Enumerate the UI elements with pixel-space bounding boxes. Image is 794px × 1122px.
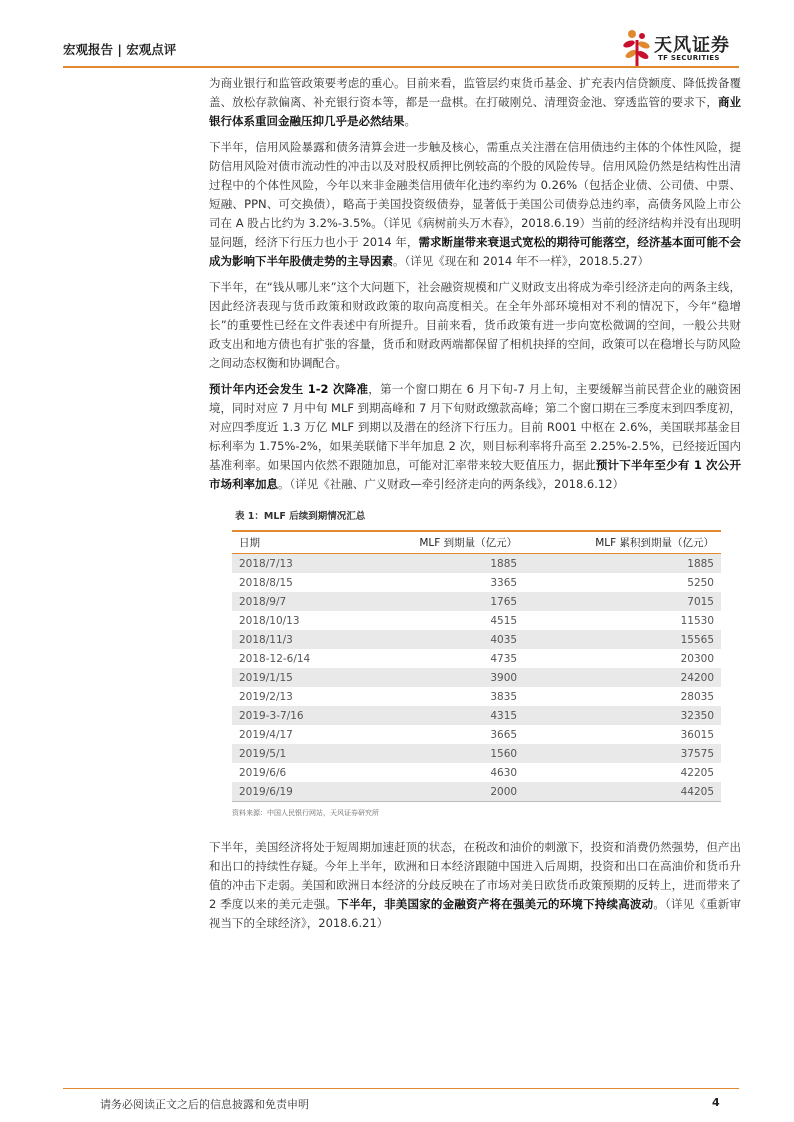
column-header-mlf-due: MLF 到期量（亿元） — [358, 531, 524, 554]
column-header-mlf-cumulative: MLF 累积到期量（亿元） — [524, 531, 721, 554]
table-row — [232, 611, 721, 630]
cell-mlf-due: 1765 — [358, 592, 524, 611]
table-row — [232, 744, 721, 763]
logo-name-cn: 天风证券 — [654, 35, 730, 56]
table-row — [232, 573, 721, 592]
page-number: 4 — [712, 1096, 720, 1109]
cell-mlf-due: 4035 — [358, 630, 524, 649]
paragraph-5: 下半年，美国经济将处于短周期加速赶顶的状态，在税改和油价的刺激下，投资和消费仍然强势，但产出和出口的持续性存疑。今年上半年，欧洲和日本经济跟随中国进入后周期，投资和出口在高油价和货币升值的冲击下走弱。美国和欧洲日本经济的分歧反映在了市场对美日欧货币政策预期的反转上，进而带来了 2 季度以来的美元走强。下半年，非美国家的金融资产将在强美元的环境下持续高波动。（详见《重新审视当下的全球经济》，2018.6.21） — [209, 840, 742, 930]
table-header-row — [232, 531, 721, 554]
logo-name-en: TF SECURITIES — [658, 54, 720, 62]
table-row — [232, 668, 721, 687]
cell-mlf-cumulative: 15565 — [524, 630, 721, 649]
cell-mlf-due: 1560 — [358, 744, 524, 763]
cell-mlf-cumulative: 5250 — [524, 573, 721, 592]
footer-disclaimer: 请务必阅读正文之后的信息披露和免责申明 — [100, 1098, 309, 1111]
table-row — [232, 782, 721, 802]
cell-mlf-cumulative: 42205 — [524, 763, 721, 782]
table-row — [232, 763, 721, 782]
column-header-date: 日期 — [232, 531, 358, 554]
table-row — [232, 687, 721, 706]
report-header: 宏观报告 | 宏观点评 — [63, 42, 177, 57]
cell-mlf-cumulative: 24200 — [524, 668, 721, 687]
table-row — [232, 630, 721, 649]
cell-mlf-due: 3835 — [358, 687, 524, 706]
paragraph-2: 下半年，信用风险暴露和债务清算会进一步触及核心，需重点关注潜在信用债违约主体的个体性风险，提防信用风险对债市流动性的冲击以及对股权质押比例较高的个股的风险传导。信用风险仍然是结构性出清过程中的个体性风险，今年以来非金融类信用债年化违约率约为 0.26%（包括企业债、公司债、中票、短融、PPN、可交换债），略高于美国投资级债券，显著低于美国公司债券总违约率，高债务风险上市公司在 A 股占比约为 3.2%-3.5%。（详见《病树前头万木春》，2018.6.19）当前的经济结构并没有出现明显问题，经济下行压力也小于 2014 年，需求断崖带来衰退式宽松的期待可能落空，经济基本面可能不会成为影响下半年股债走势的主导因素。（详见《现在和 2014 年不一样》，2018.5.27） — [209, 140, 741, 268]
cell-mlf-cumulative: 36015 — [524, 725, 721, 744]
table-row — [232, 592, 721, 611]
cell-mlf-cumulative: 28035 — [524, 687, 721, 706]
paragraph-3: 下半年，在“钱从哪儿来”这个大问题下，社会融资规模和广义财政支出将成为牵引经济走向的两条主线，因此经济表现与货币政策和财政政策的取向高度相关。在全年外部环境相对不利的情况下，今年“稳增长”的重要性已经在文件表述中有所提升。目前来看，货币政策有进一步向宽松微调的空间，一般公共财政支出和地方债也有扩张的容量，货币和财政两端都保留了相机抉择的空间，政策可以在稳增长与防风险之间动态权衡和协调配合。 — [209, 280, 741, 370]
cell-date: 2018/9/7 — [232, 592, 358, 611]
cell-mlf-due: 3900 — [358, 668, 524, 687]
cell-date: 2019/1/15 — [232, 668, 358, 687]
header-divider — [63, 66, 739, 68]
cell-date: 2018/7/13 — [232, 554, 358, 574]
table-row — [232, 554, 721, 574]
cell-mlf-due: 4735 — [358, 649, 524, 668]
cell-mlf-cumulative: 37575 — [524, 744, 721, 763]
table-row — [232, 649, 721, 668]
cell-date: 2019/4/17 — [232, 725, 358, 744]
cell-mlf-cumulative: 7015 — [524, 592, 721, 611]
cell-mlf-due: 2000 — [358, 782, 524, 802]
cell-mlf-cumulative: 44205 — [524, 782, 721, 802]
paragraph-4: 预计年内还会发生 1-2 次降准，第一个窗口期在 6 月下旬-7 月上旬，主要缓解当前民营企业的融资困境，同时对应 7 月中旬 MLF 到期高峰和 7 月下旬财政缴款高峰；第二个窗口期在三季度末到四季度初，对应四季度近 1.3 万亿 MLF 到期以及潜在的经济下行压力。目前 R001 中枢在 2.6%，美国联邦基金目标利率为 1.75%-2%，如果美联储下半年加息 2 次，则目标利率将升高至 2.25%-2.5%，已经接近国内基准利率。如果国内依然不跟随加息，可能对汇率带来较大贬值压力，据此预计下半年至少有 1 次公开市场利率加息。（详见《社融、广义财政—牵引经济走向的两条线》，2018.6.12） — [209, 382, 741, 491]
main-content — [209, 74, 741, 940]
table-row — [232, 725, 721, 744]
cell-mlf-cumulative: 11530 — [524, 611, 721, 630]
cell-date: 2019/2/13 — [232, 687, 358, 706]
paragraph-1: 为商业银行和监管政策要考虑的重心。目前来看，监管层约束货币基金、扩充表内信贷额度、降低拨备覆盖、放松存款偏离、补充银行资本等，都是一盘棋。在打破刚兑、清理资金池、穿透监管的要求下，商业银行体系重回金融压抑几乎是必然结果。 — [209, 76, 742, 128]
cell-mlf-cumulative: 20300 — [524, 649, 721, 668]
cell-mlf-cumulative: 1885 — [524, 554, 721, 574]
table-body — [232, 554, 721, 802]
company-logo — [622, 28, 742, 68]
cell-date: 2019-3-7/16 — [232, 706, 358, 725]
cell-mlf-due: 3365 — [358, 573, 524, 592]
cell-date: 2019/6/6 — [232, 763, 358, 782]
cell-mlf-cumulative: 32350 — [524, 706, 721, 725]
mlf-table — [232, 530, 721, 802]
cell-mlf-due: 4315 — [358, 706, 524, 725]
cell-date: 2018/8/15 — [232, 573, 358, 592]
cell-mlf-due: 4515 — [358, 611, 524, 630]
cell-date: 2018-12-6/14 — [232, 649, 358, 668]
table-row — [232, 706, 721, 725]
cell-date: 2019/6/19 — [232, 782, 358, 802]
cell-mlf-due: 4630 — [358, 763, 524, 782]
table-title: 表 1：MLF 后续到期情况汇总 — [235, 511, 366, 522]
cell-mlf-due: 3665 — [358, 725, 524, 744]
cell-date: 2018/10/13 — [232, 611, 358, 630]
cell-mlf-due: 1885 — [358, 554, 524, 574]
footer-divider — [63, 1088, 739, 1089]
cell-date: 2019/5/1 — [232, 744, 358, 763]
cell-date: 2018/11/3 — [232, 630, 358, 649]
logo-mark-icon — [622, 28, 652, 68]
table-source: 资料来源：中国人民银行网站，天风证券研究所 — [232, 809, 379, 817]
